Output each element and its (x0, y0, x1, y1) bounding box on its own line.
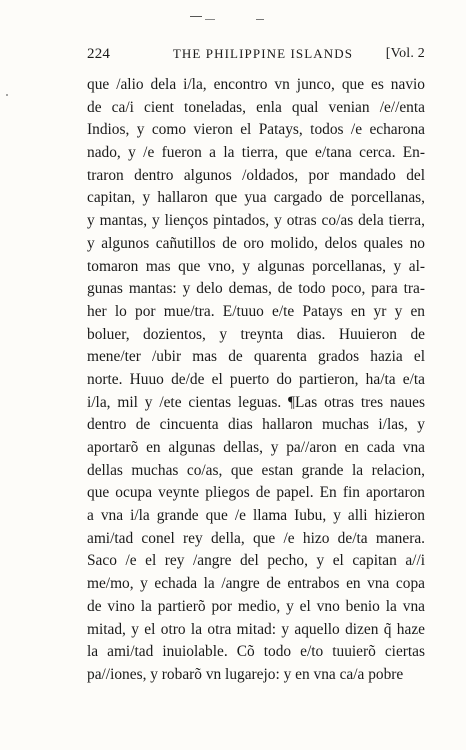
text-line: Saco /e el rey /angre del pecho, y el capitan a//i (87, 552, 425, 570)
ink-mark (256, 19, 264, 20)
text-line: la ami/tad inuiolable. Cõ todo e/to tuuierõ ciertas (87, 643, 425, 661)
text-line: tomaron mas que vno, y algunas porcellanas, y al- (87, 257, 425, 275)
text-line: me/mo, y echada la /angre de entrabos en vna copa (87, 575, 425, 593)
running-title: THE PHILIPPINE ISLANDS (172, 46, 354, 61)
ink-mark (205, 19, 215, 20)
text-line: de ca/i cient toneladas, enla qual venian /e//enta (87, 98, 425, 116)
text-line: mitad, y el otro la otra mitad: y aquello dizen q̃ haze (87, 620, 425, 638)
page-number: 224 (87, 46, 111, 62)
text-line: capitan, y hallaron que yua cargado de porcellanas, (87, 189, 425, 207)
text-line: boluer, dozientos, y treynta dias. Huuieron de (87, 325, 425, 343)
text-line: aportarõ en algunas dellas, y pa//aron en cada vna (87, 439, 425, 456)
text-line: dentro de cincuenta dias hallaron muchas i/las, y (87, 416, 425, 434)
text-line: que /alio dela i/la, encontro vn junco, que es navio (87, 76, 425, 93)
top-printing-marks (0, 8, 466, 28)
body-text (87, 74, 425, 687)
ink-speck (6, 94, 8, 96)
running-head (87, 44, 425, 64)
text-line: pa//iones, y robarõ vn lugarejo: y en vna ca/a pobre (87, 665, 404, 683)
text-line: dellas muchas co/as, que estan grande la relacion, (87, 461, 425, 479)
text-line: norte. Huuo de/de el puerto do partieron, ha/ta e/ta (87, 370, 425, 388)
ink-mark (190, 16, 202, 17)
text-line: a vna i/la grande que /e llama Iubu, y alli hizieron (87, 507, 425, 525)
text-line: her lo por mue/tra. E/tuuo e/te Patays en yr y en (87, 302, 425, 320)
text-line: mene/ter /ubir mas de quarenta grados hazia el (87, 348, 425, 366)
text-line: que ocupa veynte pliegos de papel. En fin aportaron (87, 484, 425, 502)
text-line: y mantas, y lienços pintados, y otras co/as dela tierra, (87, 212, 425, 230)
text-line: de vino la partierõ por medio, y el vno benio la vna (87, 597, 425, 615)
text-line: y algunos cañutillos de oro molido, delos quales no (87, 234, 425, 252)
text-line: ami/tad conel rey della, que /e hizo de/ta manera. (87, 529, 425, 547)
text-line: Indios, y como vieron el Patays, todos /e echarona (87, 121, 425, 139)
text-line: gunas mantas: y delo demas, de todo poco, para tra- (87, 280, 425, 298)
text-line: i/la, mil y /ete cientas leguas. ¶Las otras tres naues (87, 393, 425, 411)
text-line: traron dentro algunos /oldados, por mandado del (87, 166, 425, 184)
volume-label: [Vol. 2 (385, 46, 425, 61)
text-line: nado, y /e fueron a la tierra, que e/tana cerca. En- (87, 144, 425, 162)
